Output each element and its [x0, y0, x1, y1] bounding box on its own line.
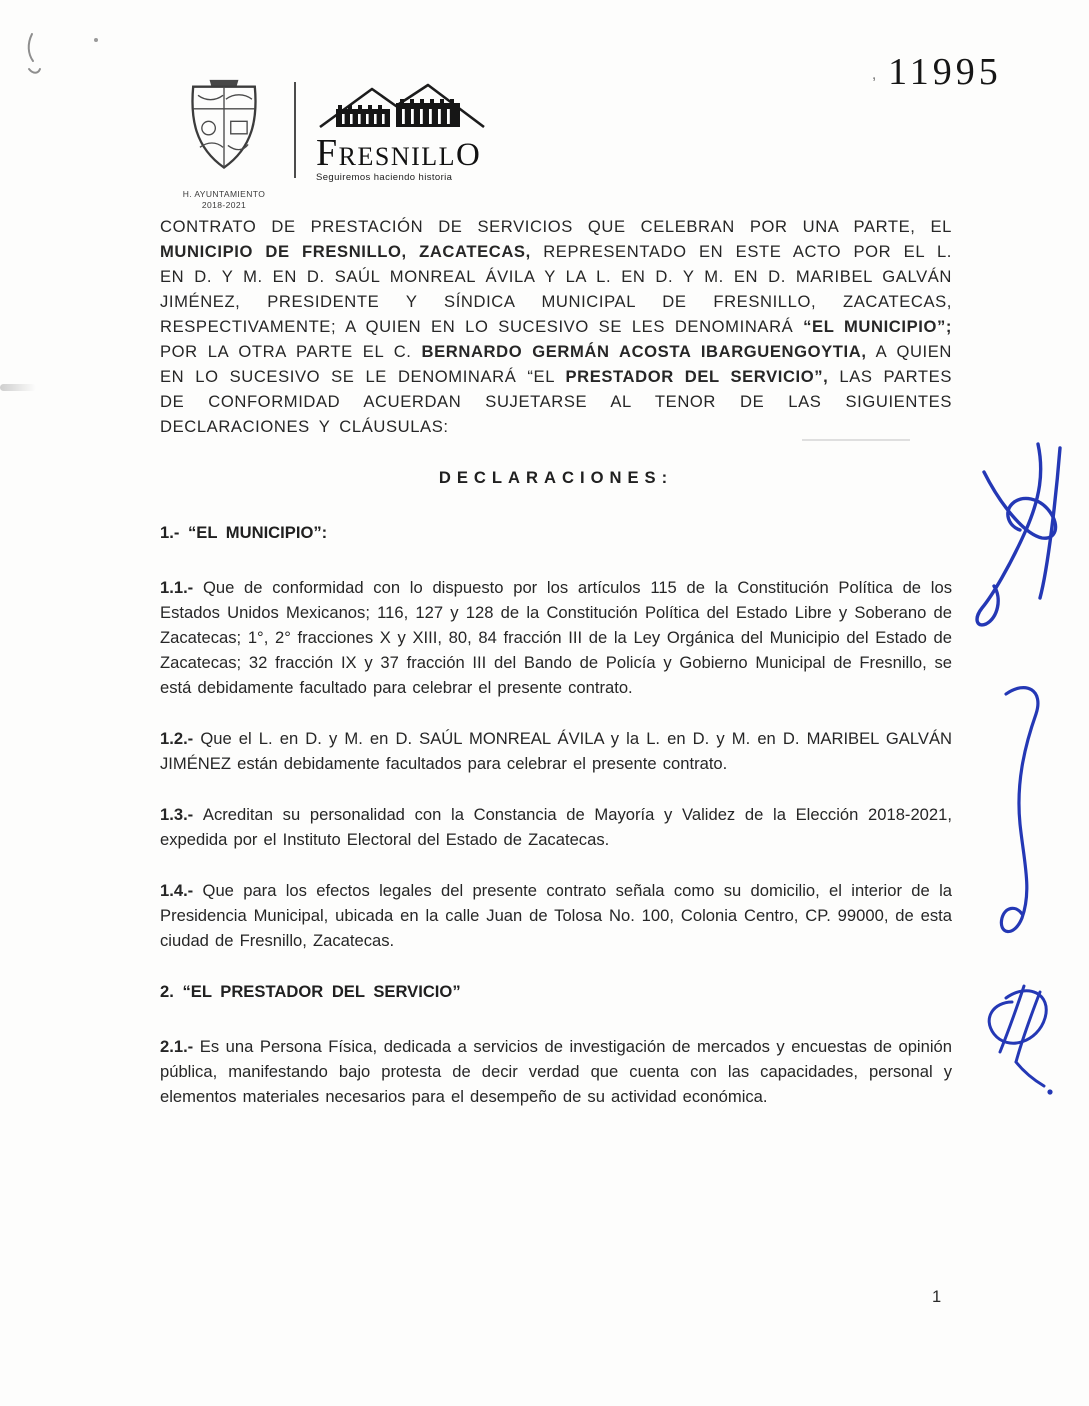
- signature-mark-3: [972, 972, 1067, 1102]
- signature-mark-1: [948, 438, 1078, 668]
- intro-paragraph: CONTRATO DE PRESTACIÓN DE SERVICIOS QUE CELEBRAN POR UNA PARTE, EL MUNICIPIO DE FRESNILLO, ZACATECAS, REPRESENTADO EN ESTE ACTO POR EL L. EN D. Y M. EN D. SAÚL MONREAL ÁVILA Y LA L. EN D. Y M. EN D. MARIBEL GALVÁN JIMÉNEZ, PRESIDENTE Y SÍNDICA MUNICIPAL DE FRESNILLO, ZACATECAS, RESPECTIVAMENTE; A QUIEN EN LO SUCESIVO SE LES DENOMINARÁ “EL MUNICIPIO”; POR LA OTRA PARTE EL C. BERNARDO GERMÁN ACOSTA IBARGUENGOYTIA, A QUIEN EN LO SUCESIVO SE LE DENOMINARÁ “EL PRESTADOR DEL SERVICIO”, LAS PARTES DE CONFORMIDAD ACUERDAN SUJETARSE AL TENOR DE LAS SIGUIENTES DECLARACIONES Y CLÁUSULAS:: [160, 217, 952, 436]
- municipal-crest: [174, 78, 274, 211]
- scan-smudge: [0, 384, 36, 391]
- declaraciones-heading: DECLARACIONES:: [438, 468, 674, 487]
- clause-1-3: 1.3.- Acreditan su personalidad con la Constancia de Mayoría y Validez de la Elección 2018-2021, expedida por el Instituto Electoral del Estado de Zacatecas.: [160, 805, 952, 849]
- stamp-mark: ,: [872, 66, 877, 83]
- crest-caption-line2: 2018-2021: [201, 200, 247, 211]
- clause-1-4: 1.4.- Que para los efectos legales del presente contrato señala como su domicilio, el interior de la Presidencia Municipal, ubicada en la calle Juan de Tolosa No. 100, Colonia Centro, CP. 99000, de esta ciudad de Fresnillo, Zacatecas.: [160, 881, 952, 950]
- folio-stamp: [872, 50, 1002, 94]
- clause-1-2: 1.2.- Que el L. en D. y M. en D. SAÚL MONREAL ÁVILA y la L. en D. y M. en D. MARIBEL GALVÁN JIMÉNEZ están debidamente facultados para celebrar el presente contrato.: [160, 729, 952, 773]
- crest-shield-icon: [180, 78, 268, 182]
- clause-1-1: 1.1.- Que de conformidad con lo dispuesto por los artículos 115 de la Constitución Política de los Estados Unidos Mexicanos; 116, 127 y 128 de la Constitución Política del Estado Libre y Soberano de Zacatecas; 1°, 2° fracciones X y XIII, 80, 84 fracción III de la Ley Orgánica del Municipio del Estado de Zacatecas; 32 fracción IX y 37 fracción III del Bando de Policía y Gobierno Municipal de Fresnillo, se está debidamente facultado para celebrar el presente contrato.: [160, 578, 952, 697]
- signature-mark-2: [992, 672, 1062, 952]
- crest-caption-line1: H. AYUNTAMIENTO: [182, 189, 266, 199]
- wordmark-middle: RESNILL: [338, 142, 457, 171]
- clause-2-1: 2.1.- Es una Persona Física, dedicada a servicios de investigación de mercados y encuestas de opinión pública, manifestando bajo protesta de decir verdad que cuenta con las capacidades, personal y elementos materiales necesarios para el desempeño de su actividad económica.: [160, 1037, 952, 1106]
- wordmark-initial: F: [316, 132, 339, 174]
- letterhead: [174, 78, 488, 211]
- folio-number: 11995: [888, 51, 1002, 93]
- pencil-marks: [18, 28, 113, 83]
- logo-divider: [294, 82, 296, 178]
- section-2-heading: 2. “EL PRESTADOR DEL SERVICIO”: [160, 982, 461, 1001]
- page-number: 1: [932, 1288, 942, 1306]
- skyline-icon: [316, 80, 488, 130]
- wordmark-final: O: [456, 137, 482, 173]
- brand-tagline: Seguiremos haciendo historia: [316, 172, 453, 184]
- fresnillo-logo: [316, 78, 488, 183]
- crest-caption: [174, 189, 274, 211]
- section-1-heading: 1.- “EL MUNICIPIO”:: [160, 523, 328, 542]
- contract-body: [160, 214, 952, 1135]
- brand-wordmark: [316, 132, 488, 174]
